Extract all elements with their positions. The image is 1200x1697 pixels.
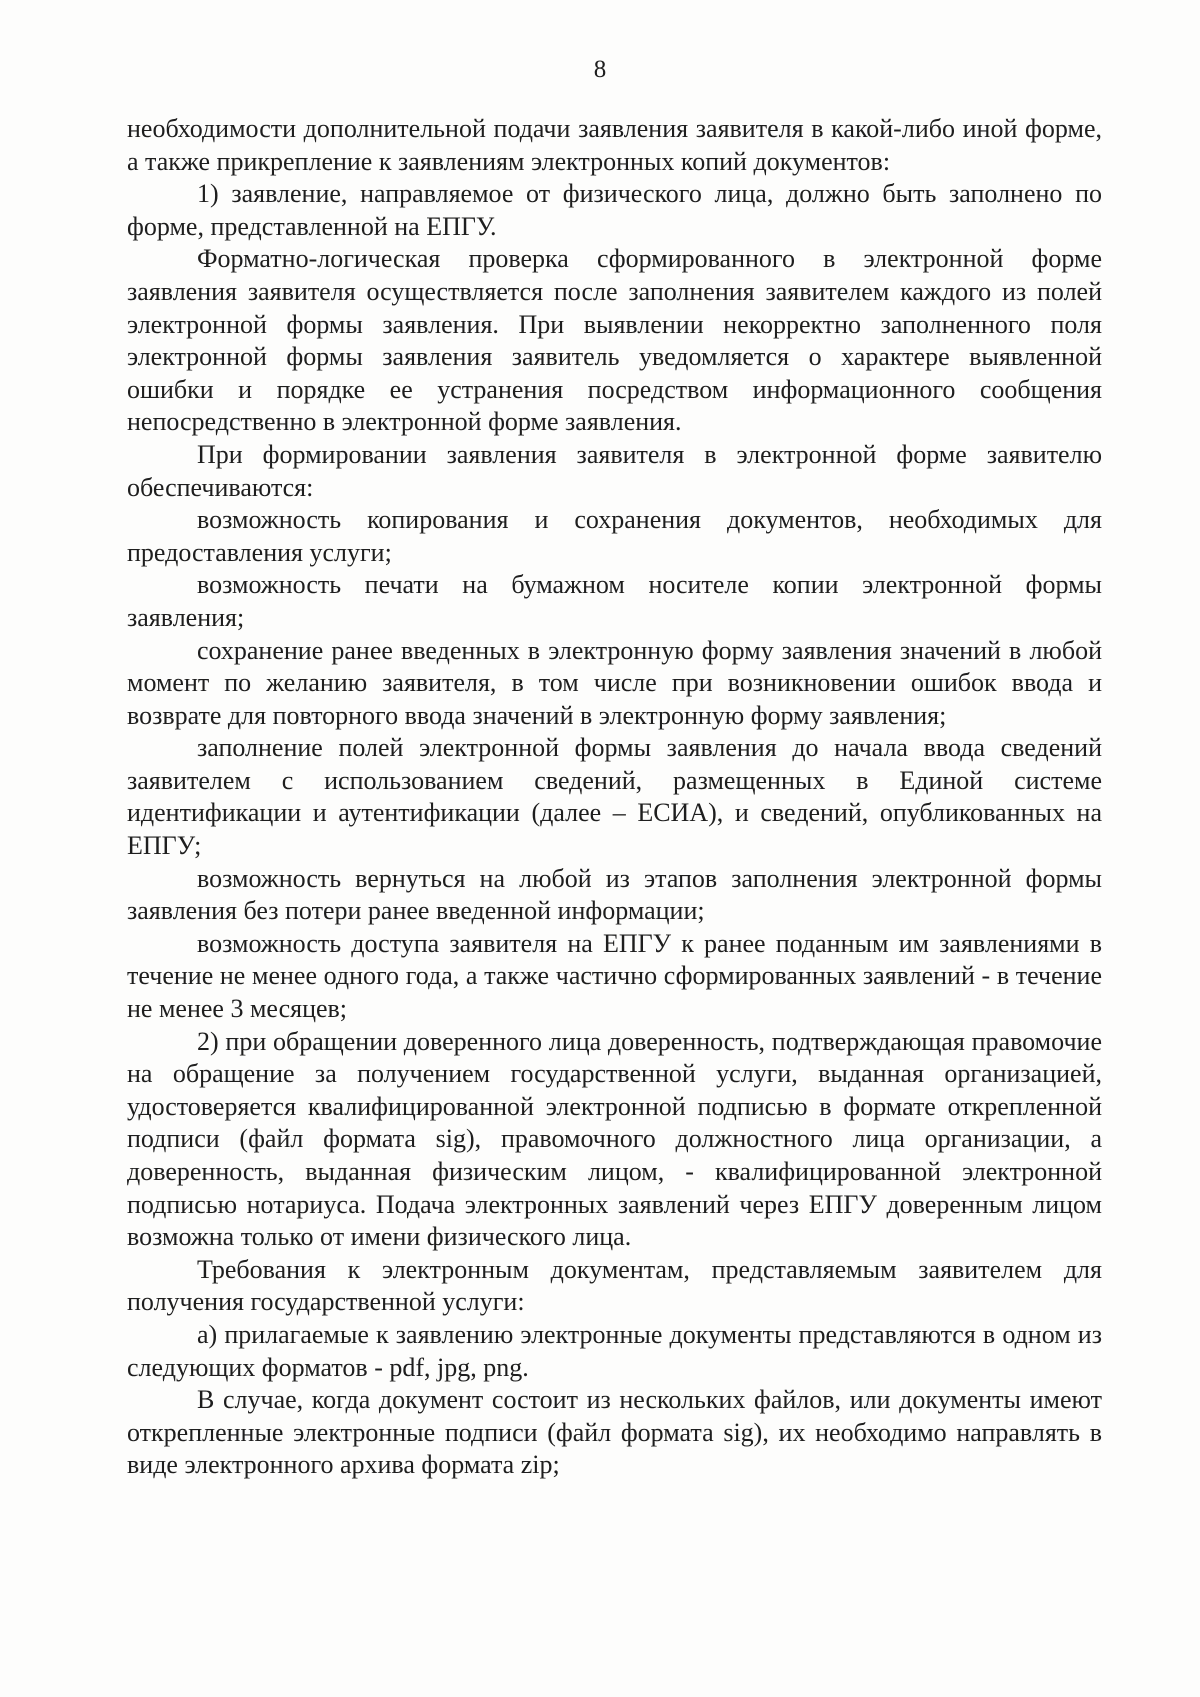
paragraph-save-values: сохранение ранее введенных в электронную форму заявления значений в любой момент по желанию заявителя, в том числе при возникновении ошибок ввода и возврате для повторного ввода значений в электронную форму заявления; bbox=[127, 635, 1102, 730]
paragraph-format-check: Форматно-логическая проверка сформированного в электронной форме заявления заявителя осуществляется после заполнения заявителем каждого из полей электронной формы заявления. При выявлении некорректно заполненного поля электронной формы заявления заявитель уведомляется о характере выявленной ошибки и порядке ее устранения посредством информационного сообщения непосредственно в электронной форме заявления. bbox=[127, 244, 1102, 437]
paragraph-continuation: необходимости дополнительной подачи заявления заявителя в какой-либо иной форме, а также прикрепление к заявлениям электронных копий документов: bbox=[127, 114, 1102, 176]
paragraph-formats: а) прилагаемые к заявлению электронные документы представляются в одном из следующих форматов - pdf, jpg, png. bbox=[127, 1319, 1102, 1382]
paragraph-print: возможность печати на бумажном носителе копии электронной формы заявления; bbox=[127, 570, 1102, 632]
document-body bbox=[127, 113, 1102, 1482]
paragraph-copy-save: возможность копирования и сохранения документов, необходимых для предоставления услуги; bbox=[127, 505, 1102, 567]
paragraph-item-2: 2) при обращении доверенного лица доверенность, подтверждающая правомочие на обращение за получением государственной услуги, выданная организацией, удостоверяется квалифицированной электронной подписью в формате открепленной подписи (файл формата sig), правомочного должностного лица организации, а доверенность, выданная физическим лицом, - квалифицированной электронной подписью нотариуса. Подача электронных заявлений через ЕПГУ доверенным лицом возможна только от имени физического лица. bbox=[127, 1026, 1102, 1252]
paragraph-archive: В случае, когда документ состоит из нескольких файлов, или документы имеют открепленные электронные подписи (файл формата sig), их необходимо направлять в виде электронного архива формата zip; bbox=[127, 1385, 1102, 1480]
paragraph-requirements: Требования к электронным документам, представляемым заявителем для получения государственной услуги: bbox=[127, 1254, 1102, 1317]
paragraph-access-history: возможность доступа заявителя на ЕПГУ к ранее поданным им заявлениями в течение не менее одного года, а также частично сформированных заявлений - в течение не менее 3 месяцев; bbox=[127, 928, 1102, 1024]
page-number: 8 bbox=[593, 56, 607, 83]
paragraph-item-1: 1) заявление, направляемое от физического лица, должно быть заполнено по форме, представленной на ЕПГУ. bbox=[127, 179, 1102, 241]
paragraph-provided-features: При формировании заявления заявителя в электронной форме заявителю обеспечиваются: bbox=[127, 439, 1102, 502]
paragraph-autofill: заполнение полей электронной формы заявления до начала ввода сведений заявителем с использованием сведений, размещенных в Единой системе идентификации и аутентификации (далее – ЕСИА), и сведений, опубликованных на ЕПГУ; bbox=[127, 733, 1102, 861]
paragraph-return-step: возможность вернуться на любой из этапов заполнения электронной формы заявления без потери ранее введенной информации; bbox=[127, 863, 1102, 926]
